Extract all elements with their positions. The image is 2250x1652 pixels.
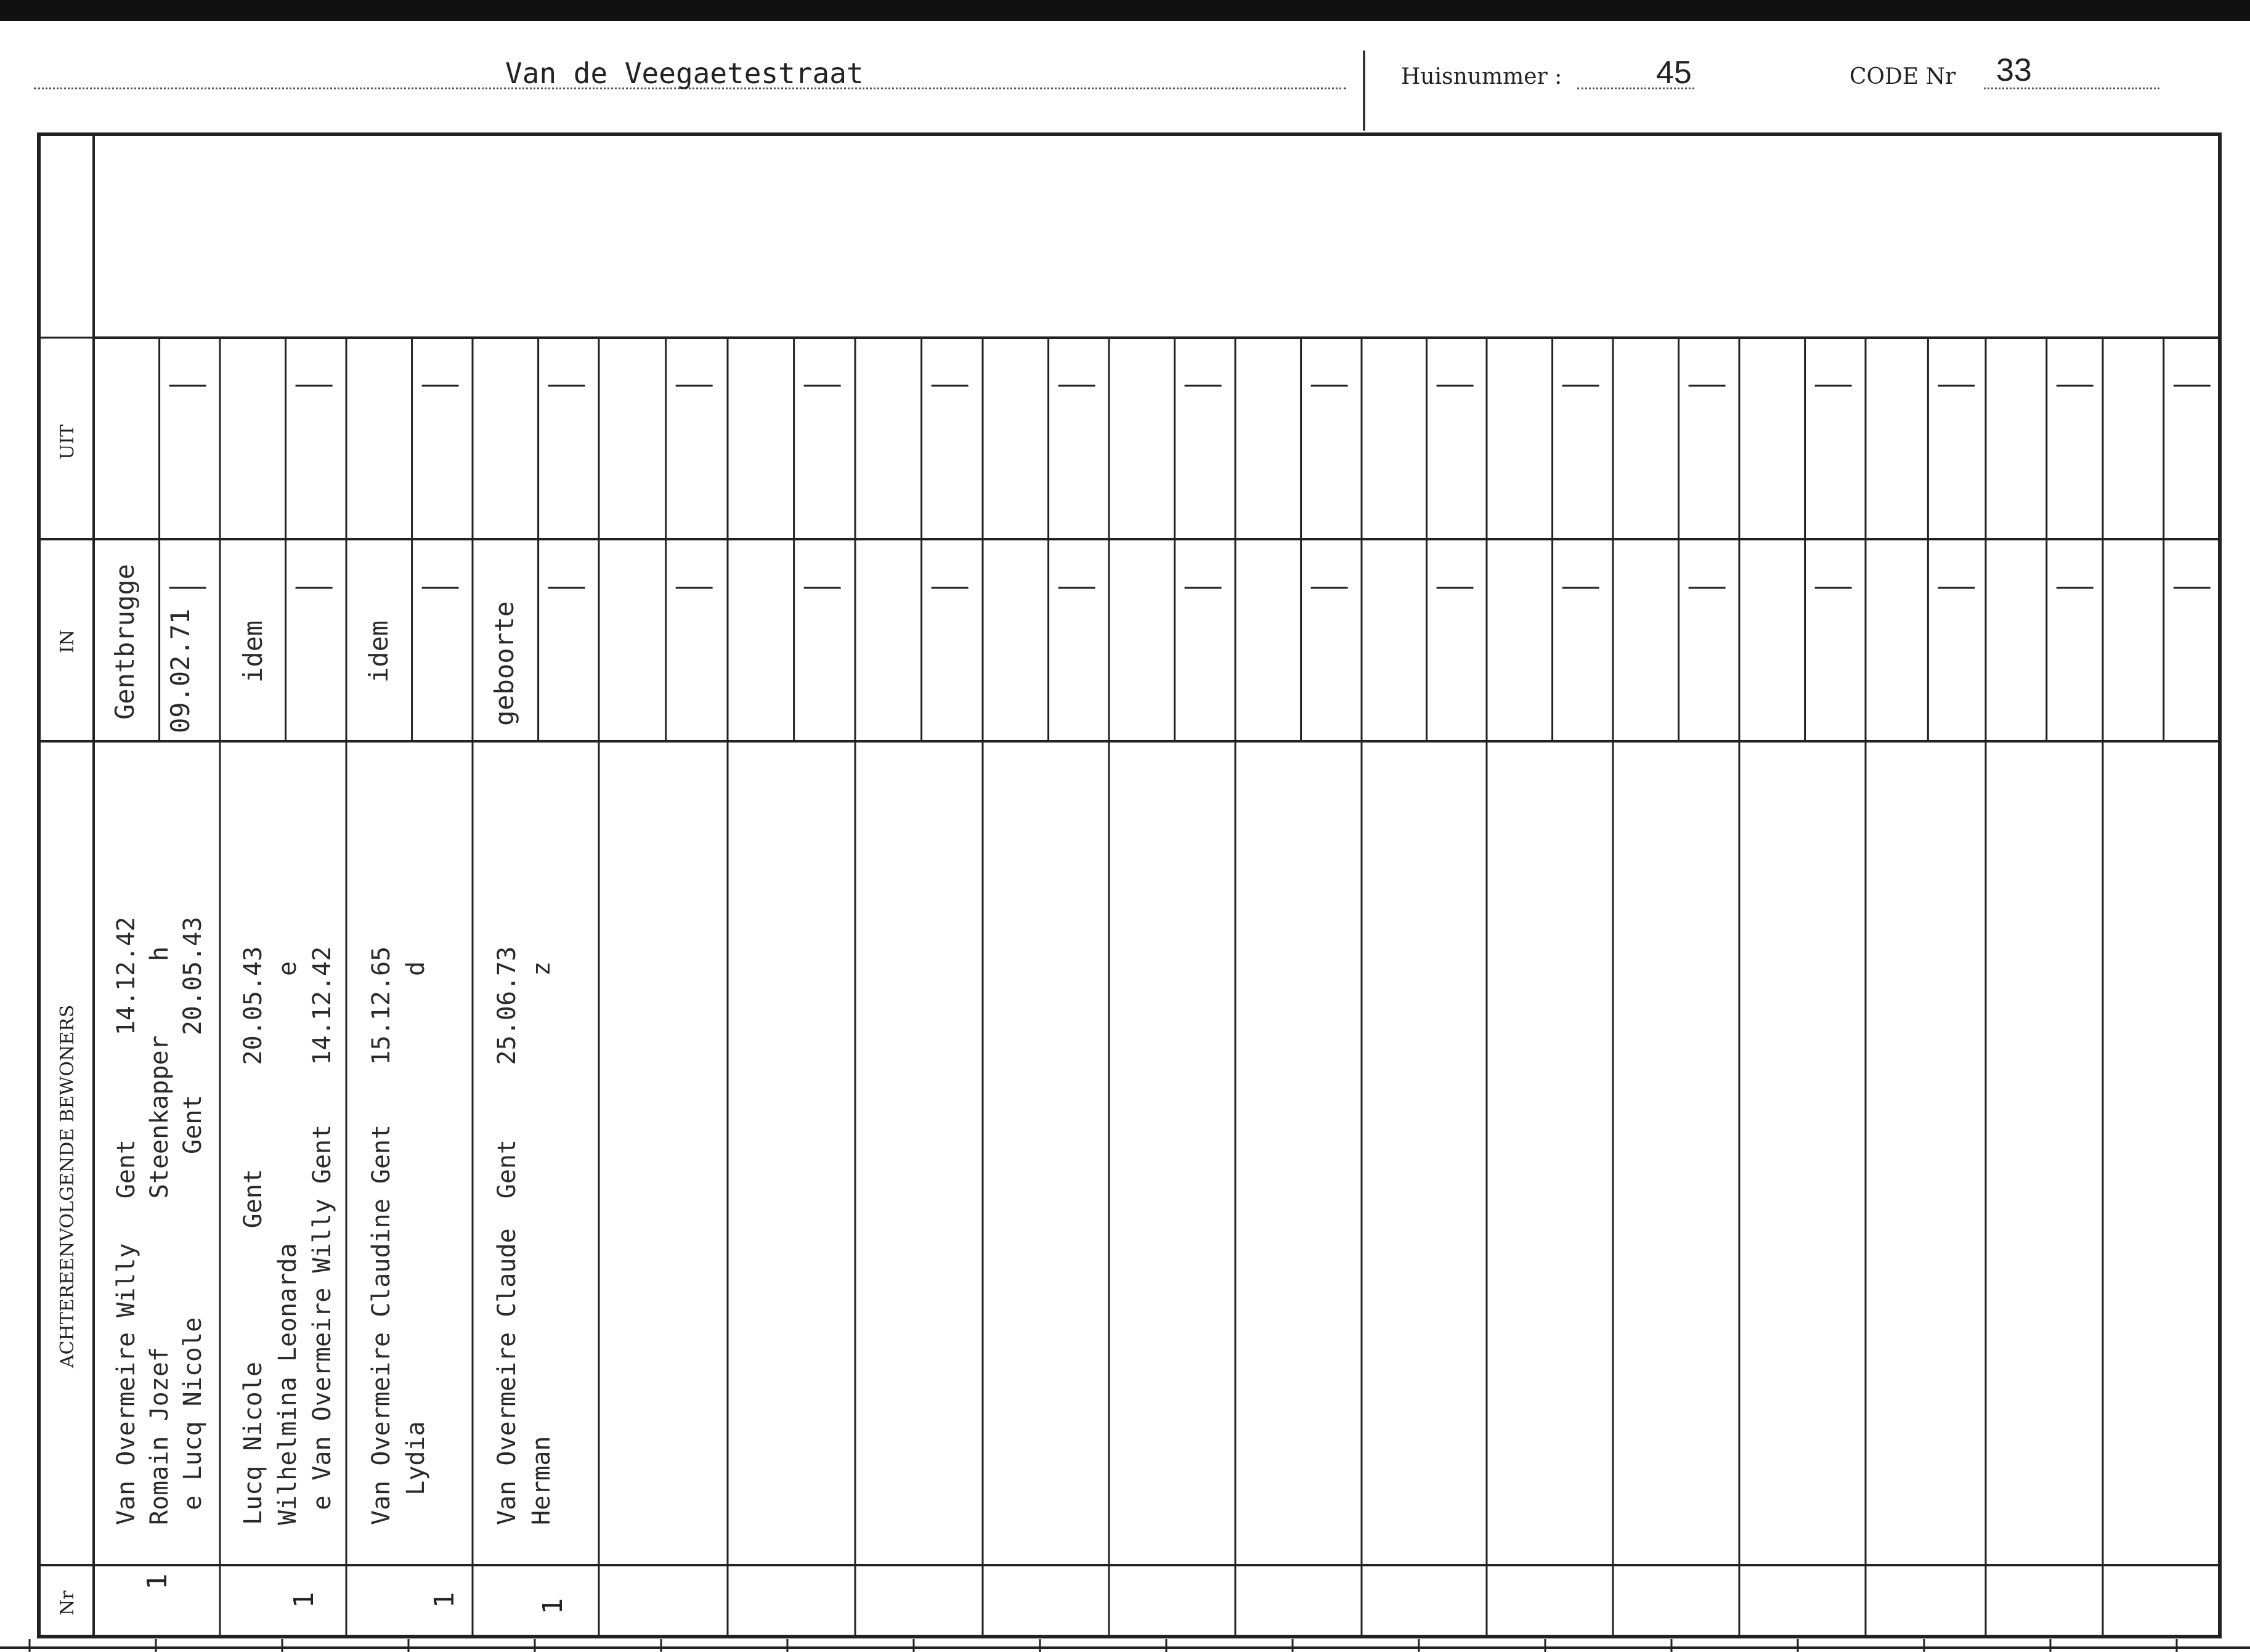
in-place: geboorte xyxy=(489,601,519,726)
column-lines xyxy=(160,338,2164,1637)
bottom-edge-ticks xyxy=(30,1639,2177,1652)
code-value: 33 xyxy=(1996,52,2032,88)
record-nr: 1 xyxy=(288,1592,320,1608)
in-place: idem xyxy=(363,620,394,683)
resident-line: Wilhelmina Leonarda e xyxy=(274,961,302,1525)
resident-line: Van Overmeire Claudine Gent 15.12.65 xyxy=(367,946,396,1525)
huisnummer-label: Huisnummer : xyxy=(1401,64,1562,89)
resident-line: Lucq Nicole Gent 20.05.43 xyxy=(239,946,267,1525)
resident-line: Van Overmeire Willy Gent 14.12.42 xyxy=(112,916,140,1525)
code-label: CODE Nr xyxy=(1850,64,1956,89)
resident-line: Van Overmeire Claude Gent 25.06.73 xyxy=(493,946,521,1525)
street-name: Van de Veegaetestraat xyxy=(505,57,864,90)
record-nr: 1 xyxy=(142,1573,173,1590)
in-place: Gentbrugge xyxy=(110,564,140,720)
cell-dashes xyxy=(169,386,2211,588)
uit-row-label: UIT xyxy=(57,424,78,460)
resident-line: e Van Overmeire Willy Gent 14.12.42 xyxy=(308,946,336,1525)
record-nr: 1 xyxy=(537,1598,569,1614)
nr-row-label: Nr xyxy=(57,1590,78,1616)
resident-line: Lydia d xyxy=(402,961,430,1525)
resident-line: e Lucq Nicole Gent 20.05.43 xyxy=(179,916,207,1525)
resident-line: Herman z xyxy=(527,961,556,1525)
in-date: 09.02.71 xyxy=(165,608,195,733)
in-place: idem xyxy=(238,620,268,683)
record-nr: 1 xyxy=(429,1592,460,1608)
bewoners-row-label: ACHTEREENVOLGENDE BEWONERS xyxy=(57,1004,78,1368)
resident-line: Romain Jozef Steenkapper h xyxy=(145,946,174,1525)
in-row-label: IN xyxy=(57,629,78,653)
huisnummer-value: 45 xyxy=(1656,55,1692,91)
